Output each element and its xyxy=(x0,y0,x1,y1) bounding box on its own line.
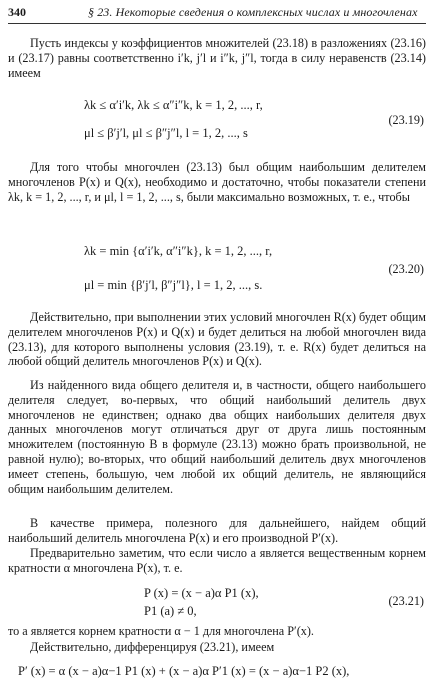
paragraph-6: Предварительно заметим, что если число a является вещественным корнем кратности α многочлена P(x), т. е. xyxy=(8,546,426,575)
paragraph-4: Из найденного вида общего делителя и, в частности, общего наибольшего делителя следует, во-первых, что общий наибольший делитель двух многочленов не единствен; однако два общих наибольших делителя двух данных многочленов могут отличаться друг от друга лишь постоянным множителем (постоянную B в формуле (23.13) можно брать произвольной, не равной нулю); во-вторых, что общий наибольший делитель двух многочленов имеет степень, большую, чем любой их общий делитель, не являющийся общим наибольшим делителем. xyxy=(8,378,426,496)
equation-23-20-line-1: λk = min {α′i′k, α″i″k}, k = 1, 2, ..., r, xyxy=(84,244,273,258)
running-title: § 23. Некоторые сведения о комплексных числах и многочленах xyxy=(88,5,418,19)
paragraph-5: В качестве примера, полезного для дальнейшего, найдем общий наибольший делитель многочлена P(x) и его производной P′(x). xyxy=(8,516,426,545)
equation-number-23-21: (23.21) xyxy=(388,594,424,608)
paragraph-1: Пусть индексы у коэффициентов множителей (23.18) в разложениях (23.16) и (23.17) равны соответственно i′k, j′l и i″k, j″l, тогда в силу неравенств (23.14) имеем xyxy=(8,36,426,80)
equation-23-19-line-1: λk ≤ α′i′k, λk ≤ α″i″k, k = 1, 2, ..., r, xyxy=(84,98,263,112)
paragraph-3: Действительно, при выполнении этих условий многочлен R(x) будет общим делителем многочленов P(x) и Q(x) и будет делиться на любой многочлен вида (23.13), для которого выполнены условия (23.19), т. е. R(x) будет делиться на любой общий делитель многочленов P(x) и Q(x). xyxy=(8,310,426,369)
paragraph-8: Действительно, дифференцируя (23.21), имеем xyxy=(30,640,275,654)
paragraph-7: то a является корнем кратности α − 1 для многочлена P′(x). xyxy=(8,624,314,638)
equation-number-23-20: (23.20) xyxy=(388,262,424,276)
page-number: 340 xyxy=(8,5,26,19)
running-header xyxy=(8,4,426,20)
equation-derivative: P′ (x) = α (x − a)α−1 P1 (x) + (x − a)α P′1 (x) = (x − a)α−1 P2 (x), xyxy=(18,664,350,678)
header-rule xyxy=(8,23,426,24)
equation-23-21-line-1: P (x) = (x − a)α P1 (x), xyxy=(144,586,259,600)
paragraph-2: Для того чтобы многочлен (23.13) был общим наибольшим делителем многочленов P(x) и Q(x), необходимо и достаточно, чтобы показатели степени λk, k = 1, 2, ..., r, и μl, l = 1, 2, ..., s, были максимально возможных, т. е., чтобы xyxy=(8,160,426,204)
equation-23-20-line-2: μl = min {β′j′l, β″j″l}, l = 1, 2, ..., s. xyxy=(84,278,263,292)
equation-number-23-19: (23.19) xyxy=(388,113,424,127)
equation-23-21-line-2: P1 (a) ≠ 0, xyxy=(144,604,197,618)
equation-23-19-line-2: μl ≤ β′j′l, μl ≤ β″j″l, l = 1, 2, ..., s xyxy=(84,126,248,140)
